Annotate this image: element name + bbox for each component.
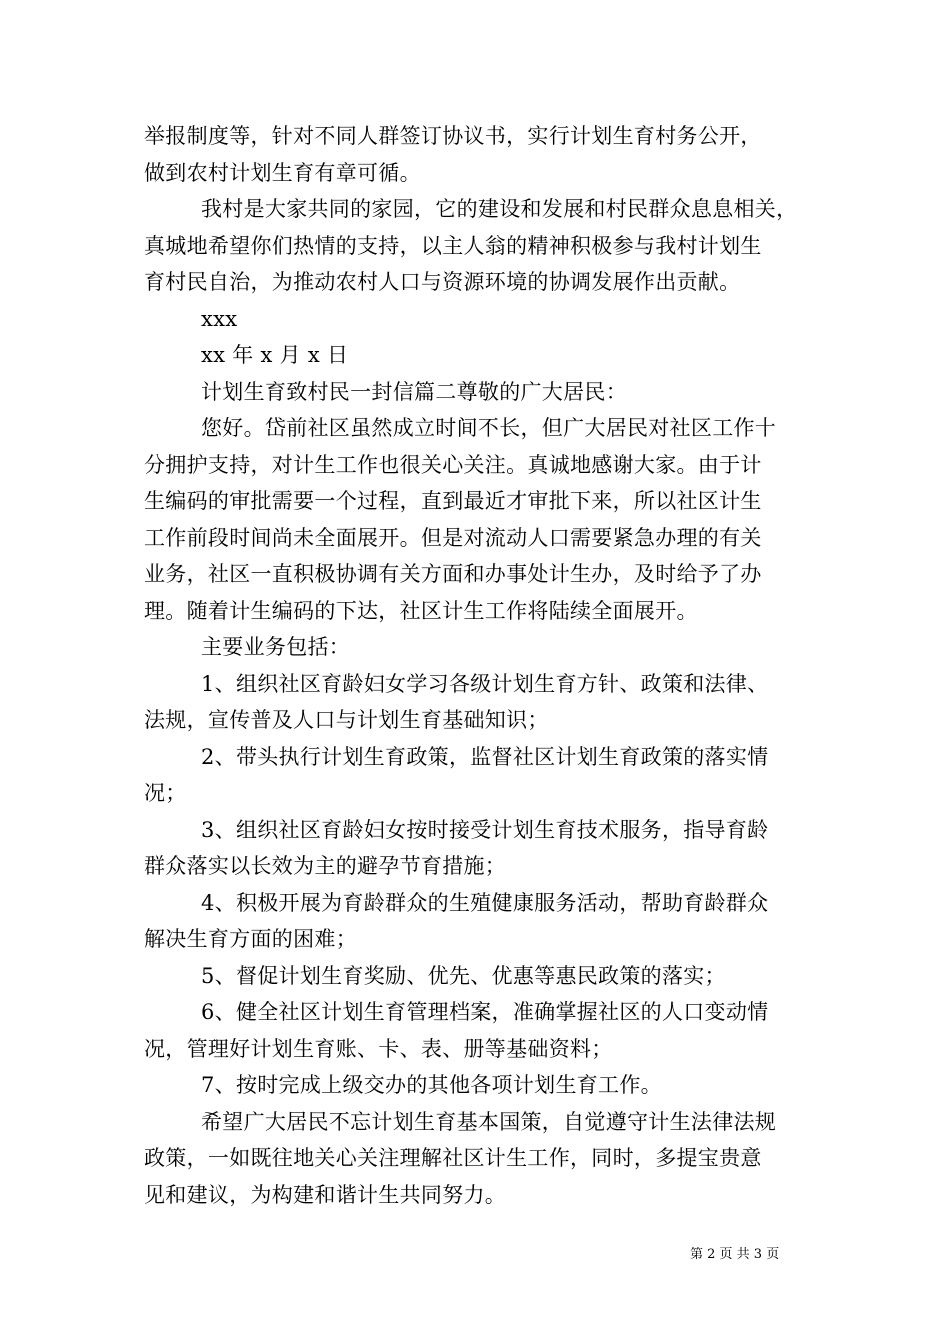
text-line: 4、积极开展为育龄群众的生殖健康服务活动，帮助育龄群众	[201, 890, 769, 915]
text-line: 见和建议，为构建和谐计生共同努力。	[144, 1182, 507, 1207]
document-body	[144, 118, 810, 1213]
text-line: 计划生育致村民一封信篇二尊敬的广大居民：	[201, 379, 627, 404]
text-line: 希望广大居民不忘计划生育基本国策，自觉遵守计生法律法规	[201, 1109, 777, 1134]
text-line: 1、组织社区育龄妇女学习各级计划生育方针、政策和法律、	[201, 671, 769, 696]
text-line: 我村是大家共同的家园，它的建设和发展和村民群众息息相关，	[201, 197, 798, 221]
text-line: 6、健全社区计划生育管理档案，准确掌握社区的人口变动情	[201, 1000, 769, 1024]
text-line: 真城地希望你们热情的支持，以主人翁的精神积极参与我村计划生	[144, 233, 762, 258]
text-line: 举报制度等，针对不同人群签订协议书，实行计划生育村务公开，	[144, 124, 762, 148]
text-line: 况；	[144, 781, 187, 805]
text-line: 工作前段时间尚未全面展开。但是对流动人口需要紧急办理的有关	[144, 525, 762, 550]
text-line: 您好。岱前社区虽然成立时间不长，但广大居民对社区工作十	[201, 416, 777, 440]
text-line: 主要业务包括：	[201, 635, 351, 659]
text-line: 做到农村计划生育有章可循。	[144, 160, 421, 185]
text-line: 7、按时完成上级交办的其他各项计划生育工作。	[201, 1073, 662, 1097]
text-line: 理。随着计生编码的下达，社区计生工作将陆续全面展开。	[144, 598, 698, 623]
text-line: 法规，宣传普及人口与计划生育基础知识；	[144, 708, 549, 732]
text-line: 生编码的审批需要一个过程，直到最近才审批下来，所以社区计生	[144, 489, 762, 513]
text-line: 5、督促计划生育奖励、优先、优惠等惠民政策的落实；	[201, 963, 726, 988]
text-line: xx 年 x 月 x 日	[201, 343, 349, 367]
text-line: 育村民自治，为推动农村人口与资源环境的协调发展作出贡献。	[144, 270, 741, 294]
text-line: 群众落实以长效为主的避孕节育措施；	[144, 854, 507, 878]
text-line: 分拥护支持，对计生工作也很关心关注。真诚地感谢大家。由于计	[144, 452, 762, 477]
text-line: 3、组织社区育龄妇女按时接受计划生育技术服务，指导育龄	[201, 817, 769, 842]
text-line: 2、带头执行计划生育政策，监督社区计划生育政策的落实情	[201, 744, 769, 769]
page-number: 第 2 页 共 3 页	[690, 1247, 780, 1262]
text-line: 况，管理好计划生育账、卡、表、册等基础资料；	[144, 1036, 613, 1061]
text-line: xxx	[201, 306, 238, 331]
text-line: 解决生育方面的困难；	[144, 927, 357, 951]
text-line: 业务，社区一直积极协调有关方面和办事处计生办，及时给予了办	[144, 562, 762, 586]
text-line: 政策，一如既往地关心关注理解社区计生工作，同时，多提宝贵意	[144, 1146, 762, 1170]
